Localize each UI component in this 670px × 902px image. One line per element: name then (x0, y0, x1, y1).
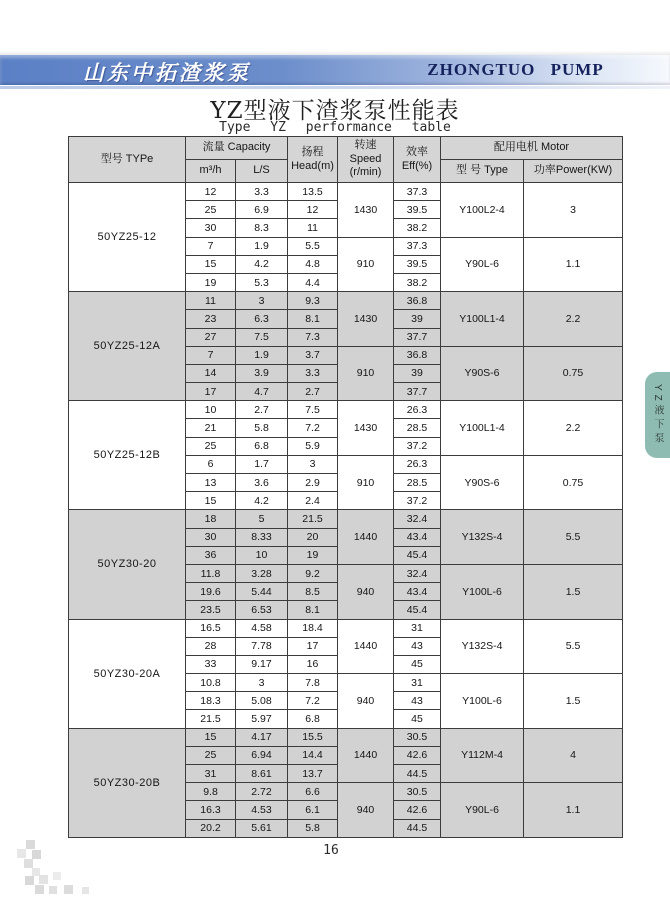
cell-capacity-m3h: 10.8 (186, 674, 236, 692)
cell-capacity-m3h: 14 (186, 364, 236, 382)
col-header-motor: 配用电机 Motor (441, 137, 623, 160)
page-title-en: Type YZ performance table (219, 120, 451, 135)
cell-speed: 1430 (338, 401, 394, 456)
cell-motor-type: Y100L2-4 (441, 183, 524, 238)
cell-eff: 31 (394, 619, 441, 637)
cell-capacity-ls: 1.9 (236, 346, 288, 364)
cell-capacity-ls: 5.44 (236, 583, 288, 601)
cell-head: 13.5 (288, 183, 338, 201)
cell-eff: 28.5 (394, 474, 441, 492)
cell-capacity-m3h: 12 (186, 183, 236, 201)
cell-eff: 44.5 (394, 765, 441, 783)
cell-speed: 1440 (338, 619, 394, 674)
cell-head: 18.4 (288, 619, 338, 637)
performance-table-head (69, 137, 623, 183)
cell-speed: 940 (338, 783, 394, 838)
cell-capacity-m3h: 21 (186, 419, 236, 437)
cell-head: 3.7 (288, 346, 338, 364)
cell-motor-type: Y90S-6 (441, 346, 524, 401)
cell-motor-power: 2.2 (524, 401, 623, 456)
cell-speed: 1440 (338, 728, 394, 783)
cell-capacity-ls: 5 (236, 510, 288, 528)
cell-eff: 45.4 (394, 601, 441, 619)
cell-head: 15.5 (288, 728, 338, 746)
cell-head: 4.4 (288, 273, 338, 291)
cell-model: 50YZ30-20 (69, 510, 186, 619)
col-header-m3h: m³/h (186, 160, 236, 183)
cell-eff: 38.2 (394, 273, 441, 291)
cell-model: 50YZ25-12B (69, 401, 186, 510)
cell-capacity-m3h: 30 (186, 528, 236, 546)
col-header-speed-cn: 转速Speed (349, 138, 382, 165)
cell-capacity-m3h: 33 (186, 655, 236, 673)
cell-eff: 42.6 (394, 801, 441, 819)
col-header-eff (394, 137, 441, 183)
cell-eff: 39 (394, 364, 441, 382)
cell-motor-type: Y132S-4 (441, 510, 524, 565)
cell-capacity-ls: 4.58 (236, 619, 288, 637)
col-header-eff-en: Eff(%) (401, 159, 433, 172)
cell-eff: 37.7 (394, 383, 441, 401)
cell-eff: 39 (394, 310, 441, 328)
company-brand-en: ZHONGTUO PUMP (427, 60, 604, 79)
page-title-cn: YZ型液下渣浆泵性能表 (210, 98, 460, 124)
cell-capacity-ls: 8.33 (236, 528, 288, 546)
cell-capacity-m3h: 25 (186, 437, 236, 455)
cell-eff: 30.5 (394, 783, 441, 801)
cell-capacity-ls: 4.7 (236, 383, 288, 401)
cell-capacity-ls: 1.9 (236, 237, 288, 255)
table-row (69, 510, 623, 528)
cell-eff: 31 (394, 674, 441, 692)
cell-model: 50YZ25-12 (69, 183, 186, 292)
cell-head: 8.1 (288, 601, 338, 619)
cell-eff: 43 (394, 637, 441, 655)
cell-eff: 37.2 (394, 492, 441, 510)
cell-eff: 42.6 (394, 746, 441, 764)
cell-eff: 32.4 (394, 510, 441, 528)
cell-capacity-ls: 2.7 (236, 401, 288, 419)
cell-eff: 37.2 (394, 437, 441, 455)
cell-speed: 1440 (338, 510, 394, 565)
cell-capacity-m3h: 10 (186, 401, 236, 419)
cell-head: 6.6 (288, 783, 338, 801)
cell-motor-type: Y100L-6 (441, 564, 524, 619)
table-row (69, 401, 623, 419)
cell-head: 14.4 (288, 746, 338, 764)
cell-capacity-ls: 7.5 (236, 328, 288, 346)
cell-head: 7.2 (288, 692, 338, 710)
cell-motor-power: 1.1 (524, 237, 623, 292)
cell-head: 7.3 (288, 328, 338, 346)
cell-eff: 30.5 (394, 728, 441, 746)
cell-capacity-m3h: 18.3 (186, 692, 236, 710)
decor-pixel (53, 872, 61, 880)
header-row-1 (69, 137, 623, 160)
cell-eff: 32.4 (394, 564, 441, 582)
performance-table (68, 136, 623, 838)
cell-motor-type: Y100L1-4 (441, 292, 524, 347)
cell-capacity-ls: 3 (236, 292, 288, 310)
performance-table-body (69, 183, 623, 838)
cell-capacity-m3h: 20.2 (186, 819, 236, 837)
cell-capacity-ls: 5.3 (236, 273, 288, 291)
cell-capacity-m3h: 11.8 (186, 564, 236, 582)
cell-capacity-ls: 6.3 (236, 310, 288, 328)
cell-speed: 910 (338, 346, 394, 401)
cell-capacity-m3h: 18 (186, 510, 236, 528)
cell-capacity-m3h: 16.5 (186, 619, 236, 637)
cell-head: 21.5 (288, 510, 338, 528)
cell-motor-power: 3 (524, 183, 623, 238)
cell-eff: 36.8 (394, 346, 441, 364)
cell-eff: 37.3 (394, 237, 441, 255)
cell-motor-power: 5.5 (524, 510, 623, 565)
cell-head: 12 (288, 201, 338, 219)
table-row (69, 292, 623, 310)
cell-capacity-m3h: 27 (186, 328, 236, 346)
cell-capacity-ls: 10 (236, 546, 288, 564)
cell-model: 50YZ30-20A (69, 619, 186, 728)
cell-capacity-m3h: 7 (186, 237, 236, 255)
cell-capacity-m3h: 7 (186, 346, 236, 364)
col-header-eff-cn: 效率 (406, 145, 429, 158)
cell-eff: 45 (394, 710, 441, 728)
cell-head: 3 (288, 455, 338, 473)
cell-motor-type: Y112M-4 (441, 728, 524, 783)
decor-pixel (24, 859, 33, 868)
cell-capacity-ls: 8.3 (236, 219, 288, 237)
cell-capacity-m3h: 17 (186, 383, 236, 401)
cell-capacity-m3h: 6 (186, 455, 236, 473)
cell-eff: 45 (394, 655, 441, 673)
cell-speed: 1430 (338, 292, 394, 347)
cell-speed: 1430 (338, 183, 394, 238)
col-header-model: 型号 TYPe (69, 137, 186, 183)
cell-capacity-ls: 8.61 (236, 765, 288, 783)
cell-motor-type: Y90L-6 (441, 237, 524, 292)
table-row (69, 728, 623, 746)
col-header-speed (338, 137, 394, 183)
cell-capacity-m3h: 19.6 (186, 583, 236, 601)
cell-motor-type: Y100L1-4 (441, 401, 524, 456)
cell-capacity-m3h: 21.5 (186, 710, 236, 728)
cell-motor-power: 2.2 (524, 292, 623, 347)
cell-head: 7.5 (288, 401, 338, 419)
cell-head: 5.9 (288, 437, 338, 455)
cell-speed: 910 (338, 455, 394, 510)
cell-head: 7.2 (288, 419, 338, 437)
cell-capacity-ls: 6.8 (236, 437, 288, 455)
cell-capacity-ls: 3.3 (236, 183, 288, 201)
cell-capacity-ls: 4.2 (236, 255, 288, 273)
cell-capacity-ls: 4.17 (236, 728, 288, 746)
cell-head: 9.2 (288, 564, 338, 582)
banner-bar (0, 55, 670, 85)
cell-capacity-m3h: 28 (186, 637, 236, 655)
cell-head: 13.7 (288, 765, 338, 783)
col-header-speed-en: (r/min) (349, 166, 382, 179)
cell-motor-power: 5.5 (524, 619, 623, 674)
cell-motor-type: Y100L-6 (441, 674, 524, 729)
cell-capacity-m3h: 11 (186, 292, 236, 310)
cell-motor-type: Y132S-4 (441, 619, 524, 674)
cell-capacity-ls: 6.9 (236, 201, 288, 219)
cell-capacity-ls: 5.8 (236, 419, 288, 437)
decor-pixel (35, 885, 44, 894)
cell-capacity-m3h: 31 (186, 765, 236, 783)
cell-head: 2.4 (288, 492, 338, 510)
cell-eff: 39.5 (394, 201, 441, 219)
cell-head: 8.1 (288, 310, 338, 328)
cell-capacity-m3h: 15 (186, 492, 236, 510)
cell-head: 17 (288, 637, 338, 655)
cell-head: 2.7 (288, 383, 338, 401)
table-row (69, 183, 623, 201)
cell-model: 50YZ25-12A (69, 292, 186, 401)
cell-capacity-ls: 5.97 (236, 710, 288, 728)
cell-capacity-ls: 3.9 (236, 364, 288, 382)
cell-capacity-m3h: 23 (186, 310, 236, 328)
cell-capacity-m3h: 13 (186, 474, 236, 492)
cell-capacity-m3h: 15 (186, 255, 236, 273)
cell-head: 8.5 (288, 583, 338, 601)
cell-motor-power: 1.1 (524, 783, 623, 838)
cell-head: 20 (288, 528, 338, 546)
cell-motor-power: 0.75 (524, 455, 623, 510)
col-header-capacity: 流量 Capacity (186, 137, 288, 160)
cell-eff: 26.3 (394, 401, 441, 419)
side-tab-yz-pump: YZ液下泵 (645, 372, 670, 458)
cell-head: 7.8 (288, 674, 338, 692)
cell-eff: 37.7 (394, 328, 441, 346)
cell-capacity-m3h: 25 (186, 201, 236, 219)
cell-speed: 940 (338, 564, 394, 619)
cell-head: 5.8 (288, 819, 338, 837)
cell-capacity-ls: 3.28 (236, 564, 288, 582)
decor-pixel (39, 875, 48, 884)
cell-eff: 37.3 (394, 183, 441, 201)
cell-capacity-ls: 9.17 (236, 655, 288, 673)
cell-capacity-ls: 7.78 (236, 637, 288, 655)
cell-head: 6.1 (288, 801, 338, 819)
decor-pixel (32, 850, 41, 859)
cell-eff: 26.3 (394, 455, 441, 473)
col-header-head-cn: 扬程 (301, 145, 324, 158)
cell-eff: 38.2 (394, 219, 441, 237)
cell-motor-power: 1.5 (524, 674, 623, 729)
cell-capacity-m3h: 15 (186, 728, 236, 746)
cell-capacity-ls: 2.72 (236, 783, 288, 801)
cell-head: 16 (288, 655, 338, 673)
cell-eff: 36.8 (394, 292, 441, 310)
decor-pixel (64, 885, 73, 894)
cell-motor-power: 4 (524, 728, 623, 783)
header-banner (0, 51, 670, 89)
cell-capacity-ls: 4.53 (236, 801, 288, 819)
cell-model: 50YZ30-20B (69, 728, 186, 837)
cell-eff: 43 (394, 692, 441, 710)
cell-motor-type: Y90S-6 (441, 455, 524, 510)
table-row (69, 619, 623, 637)
cell-head: 5.5 (288, 237, 338, 255)
cell-capacity-m3h: 19 (186, 273, 236, 291)
cell-head: 6.8 (288, 710, 338, 728)
cell-capacity-m3h: 9.8 (186, 783, 236, 801)
cell-head: 4.8 (288, 255, 338, 273)
cell-motor-power: 0.75 (524, 346, 623, 401)
cell-speed: 940 (338, 674, 394, 729)
cell-eff: 44.5 (394, 819, 441, 837)
cell-capacity-ls: 5.08 (236, 692, 288, 710)
cell-eff: 43.4 (394, 583, 441, 601)
decor-pixel (17, 849, 26, 858)
cell-head: 19 (288, 546, 338, 564)
cell-capacity-ls: 5.61 (236, 819, 288, 837)
cell-capacity-ls: 4.2 (236, 492, 288, 510)
cell-capacity-m3h: 23.5 (186, 601, 236, 619)
page-number: 16 (323, 843, 339, 858)
col-header-ls: L/S (236, 160, 288, 183)
cell-capacity-ls: 1.7 (236, 455, 288, 473)
cell-capacity-ls: 3.6 (236, 474, 288, 492)
cell-eff: 39.5 (394, 255, 441, 273)
company-logo-cn: 山东中拓渣浆泵 (83, 60, 251, 85)
decor-pixel (26, 840, 35, 849)
cell-capacity-m3h: 30 (186, 219, 236, 237)
cell-capacity-ls: 3 (236, 674, 288, 692)
cell-capacity-m3h: 36 (186, 546, 236, 564)
cell-eff: 28.5 (394, 419, 441, 437)
cell-speed: 910 (338, 237, 394, 292)
col-header-motor-type: 型 号 Type (441, 160, 524, 183)
cell-eff: 43.4 (394, 528, 441, 546)
cell-head: 11 (288, 219, 338, 237)
cell-motor-type: Y90L-6 (441, 783, 524, 838)
cell-motor-power: 1.5 (524, 564, 623, 619)
decor-pixel (25, 876, 34, 885)
cell-capacity-m3h: 16.3 (186, 801, 236, 819)
cell-eff: 45.4 (394, 546, 441, 564)
col-header-head-en: Head(m) (291, 159, 334, 172)
col-header-head (288, 137, 338, 183)
cell-capacity-ls: 6.94 (236, 746, 288, 764)
cell-capacity-m3h: 25 (186, 746, 236, 764)
cell-head: 2.9 (288, 474, 338, 492)
cell-capacity-ls: 6.53 (236, 601, 288, 619)
cell-head: 9.3 (288, 292, 338, 310)
cell-head: 3.3 (288, 364, 338, 382)
decor-pixel (49, 886, 57, 894)
col-header-motor-power: 功率Power(KW) (524, 160, 623, 183)
decor-pixel (82, 887, 89, 894)
